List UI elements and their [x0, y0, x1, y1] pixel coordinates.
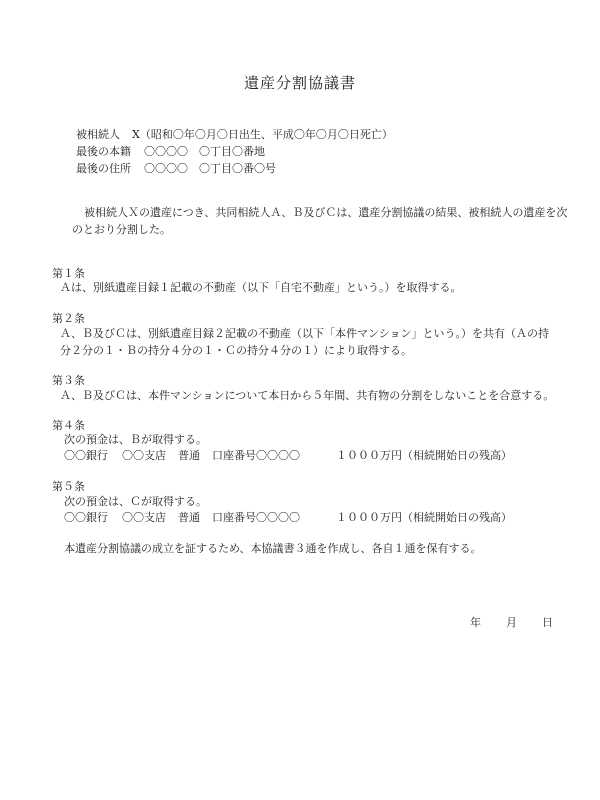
- date-line: [470, 614, 553, 630]
- account-number: 口座番号〇〇〇〇: [212, 449, 300, 462]
- deceased-registry-label: 最後の本籍: [76, 145, 131, 158]
- bank-name: 〇〇銀行: [64, 449, 108, 462]
- article-5-bank-row: [64, 510, 512, 526]
- date-month-label: 月: [506, 616, 517, 629]
- article-4-heading: 第４条: [52, 419, 85, 432]
- article-4-intro: 次の預金は、Ｂが取得する。: [64, 433, 207, 446]
- preamble-paragraph: 被相続人Ｘの遺産につき、共同相続人Ａ、Ｂ及びＣは、遺産分割協議の結果、被相続人の遺産を次のとおり分割した。: [72, 206, 568, 236]
- closing-statement: 本遺産分割協議の成立を証するため、本協議書３通を作成し、各自１通を保有する。: [64, 542, 482, 555]
- article-5-intro: 次の預金は、Ｃが取得する。: [64, 495, 207, 508]
- article-1-heading: 第１条: [52, 267, 85, 280]
- article-5-heading: 第５条: [52, 480, 85, 493]
- bank-branch: 〇〇支店: [122, 449, 166, 462]
- deceased-name-row: [76, 127, 393, 143]
- article-2-text-line-1: Ａ、Ｂ及びＣは、別紙遺産目録２記載の不動産（以下「本件マンション」という。）を共有（Ａの持: [60, 327, 550, 340]
- deposit-amount: １０００万円（相続開始日の残高）: [336, 449, 512, 462]
- article-4-bank-row: [64, 448, 512, 464]
- article-3-heading: 第３条: [52, 374, 85, 387]
- deposit-amount: １０００万円（相続開始日の残高）: [336, 511, 512, 524]
- bank-branch: 〇〇支店: [122, 511, 166, 524]
- account-number: 口座番号〇〇〇〇: [212, 511, 300, 524]
- article-1-text: Ａは、別紙遺産目録１記載の不動産（以下「自宅不動産」という。）を取得する。: [60, 281, 462, 294]
- article-3-text: Ａ、Ｂ及びＣは、本件マンションについて本日から５年間、共有物の分割をしないことを合意する。: [60, 389, 555, 402]
- deceased-registry-row: [76, 144, 265, 160]
- date-year-label: 年: [470, 616, 481, 629]
- document-title: 遺産分割協議書: [243, 74, 356, 92]
- deceased-address-row: [76, 161, 276, 177]
- article-2-text-line-2: 分２分の１・Ｂの持分４分の１・Ｃの持分４分の１）により取得する。: [60, 344, 412, 357]
- deceased-name-value: X（昭和〇年〇月〇日出生、平成〇年〇月〇日死亡）: [132, 128, 393, 141]
- deceased-registry-value: 〇〇〇〇 〇丁目〇番地: [144, 145, 265, 158]
- date-day-label: 日: [542, 616, 553, 629]
- article-2-heading: 第２条: [52, 312, 85, 325]
- account-type: 普通: [178, 511, 200, 524]
- deceased-address-label: 最後の住所: [76, 162, 131, 175]
- deceased-address-value: 〇〇〇〇 〇丁目〇番〇号: [144, 162, 276, 175]
- bank-name: 〇〇銀行: [64, 511, 108, 524]
- deceased-name-label: 被相続人: [76, 128, 120, 141]
- account-type: 普通: [178, 449, 200, 462]
